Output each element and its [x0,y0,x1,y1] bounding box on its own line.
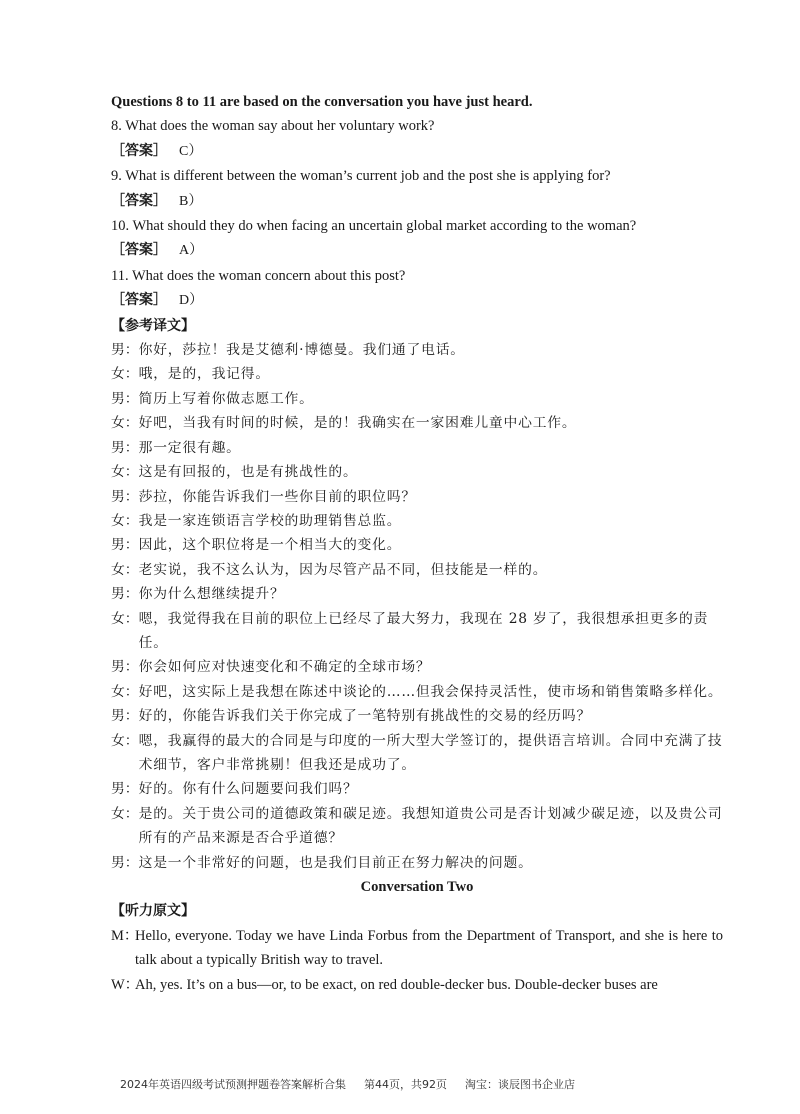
dialogue-line [111,851,723,875]
speaker: 男： [111,342,139,359]
conversation-two-title: Conversation Two [360,879,474,895]
dialogue-line [111,509,723,533]
question-10: 10. What should they do when facing an uncertain global market according to the woman? [111,218,637,235]
dialogue-line [111,655,723,679]
utterance: 好吧，这实际上是我想在陈述中谈论的……但我会保持灵活性，使市场和销售策略多样化。 [138,683,723,700]
english-dialogue [111,924,723,997]
answer-label: ［答案］ [111,142,167,159]
dialogue-line [111,802,723,851]
speaker: 女： [111,512,139,529]
answer-11 [111,288,723,313]
answer-9 [111,189,723,214]
utterance: 好的，你能告诉我们关于你完成了一笔特别有挑战性的交易的经历吗？ [138,708,592,725]
dialogue-line [111,338,723,362]
dialogue-line [111,387,723,411]
speaker: 男： [111,708,139,725]
answer-value: D） [179,293,204,309]
dialogue-line [111,777,723,801]
speaker: 女： [111,561,139,578]
utterance: 你好，莎拉！我是艾德利·博德曼。我们通了电话。 [138,342,465,359]
utterance: 这是一个非常好的问题，也是我们目前正在努力解决的问题。 [138,854,533,871]
utterance: Ah, yes. It’s on a bus—or, to be exact, on red double-decker bus. Double-decker buses are [135,976,658,993]
utterance: 好吧，当我有时间的时候，是的！我确实在一家困难儿童中心工作。 [138,415,577,432]
footer-shop: 淘宝：谈辰图书企业店 [465,1078,575,1091]
dialogue-line [111,607,723,656]
utterance: 这是有回报的，也是有挑战性的。 [138,464,358,481]
utterance: 是的。关于贵公司的道德政策和碳足迹。我想知道贵公司是否计划减少碳足迹，以及贵公司所有的产品来源是否合乎道德？ [138,805,723,847]
question-11: 11. What does the woman concern about this post? [111,267,406,284]
utterance: 你为什么想继续提升？ [138,586,285,603]
utterance: 莎拉，你能告诉我们一些你目前的职位吗？ [138,488,416,505]
dialogue-line [111,362,723,386]
speaker: 女： [111,366,139,383]
dialogue-line [111,485,723,509]
translation-dialogue [111,338,723,875]
dialogue-line [111,973,723,997]
speaker: M： [111,927,139,944]
answer-label: ［答案］ [111,292,167,309]
utterance: 嗯，我觉得我在目前的职位上已经尽了最大努力，我现在 28 岁了，我很想承担更多的责任。 [138,610,709,651]
answer-value: C） [179,143,203,159]
utterance: 因此，这个职位将是一个相当大的变化。 [138,537,402,554]
speaker: 男： [111,781,139,798]
speaker: 女： [111,732,139,749]
speaker: 男： [111,586,139,603]
dialogue-line [111,582,723,606]
utterance: 简历上写着你做志愿工作。 [138,390,314,407]
question-8: 8. What does the woman say about her voluntary work? [111,118,435,135]
speaker: 男： [111,659,139,676]
dialogue-line [111,704,723,728]
footer-page-number: 第44页，共92页 [364,1078,447,1091]
utterance: 哦，是的，我记得。 [138,366,270,383]
answer-label: ［答案］ [111,192,167,209]
utterance: 嗯，我赢得的最大的合同是与印度的一所大型大学签订的，提供语言培训。合同中充满了技术细节，客户非常挑剔！但我还是成功了。 [138,732,723,773]
utterance: 老实说，我不这么认为，因为尽管产品不同，但技能是一样的。 [138,561,548,578]
dialogue-line [111,533,723,557]
utterance: 那一定很有趣。 [138,439,241,456]
question-9: 9. What is different between the woman’s current job and the post she is applying for? [111,168,611,185]
utterance: 你会如何应对快速变化和不确定的全球市场？ [138,659,431,676]
dialogue-line [111,680,723,704]
dialogue-line [111,729,723,778]
speaker: W： [111,976,140,993]
page-content [111,90,723,997]
listening-title: 【听力原文】 [111,903,195,920]
answer-label: ［答案］ [111,242,167,259]
dialogue-line [111,460,723,484]
translation-title: 【参考译文】 [111,317,195,334]
speaker: 女： [111,415,139,432]
answer-8 [111,139,723,164]
speaker: 女： [111,464,139,481]
questions-heading: Questions 8 to 11 are based on the conversation you have just heard. [111,94,533,110]
page-footer [120,1076,690,1092]
footer-book-title: 2024年英语四级考试预测押题卷答案解析合集 [120,1078,346,1091]
utterance: 好的。你有什么问题要问我们吗？ [138,781,358,798]
speaker: 女： [111,610,139,627]
answer-value: B） [179,193,203,209]
dialogue-line [111,436,723,460]
speaker: 男： [111,439,139,456]
speaker: 男： [111,488,139,505]
speaker: 男： [111,390,139,407]
dialogue-line [111,558,723,582]
dialogue-line [111,924,723,973]
utterance: Hello, everyone. Today we have Linda Forbus from the Department of Transport, and she is here to talk about a typically British way to travel. [135,927,723,969]
speaker: 女： [111,683,139,700]
dialogue-line [111,411,723,435]
answer-10 [111,238,723,263]
answer-value: A） [179,243,204,259]
speaker: 男： [111,537,139,554]
speaker: 男： [111,854,139,871]
utterance: 我是一家连锁语言学校的助理销售总监。 [138,512,402,529]
speaker: 女： [111,805,139,822]
